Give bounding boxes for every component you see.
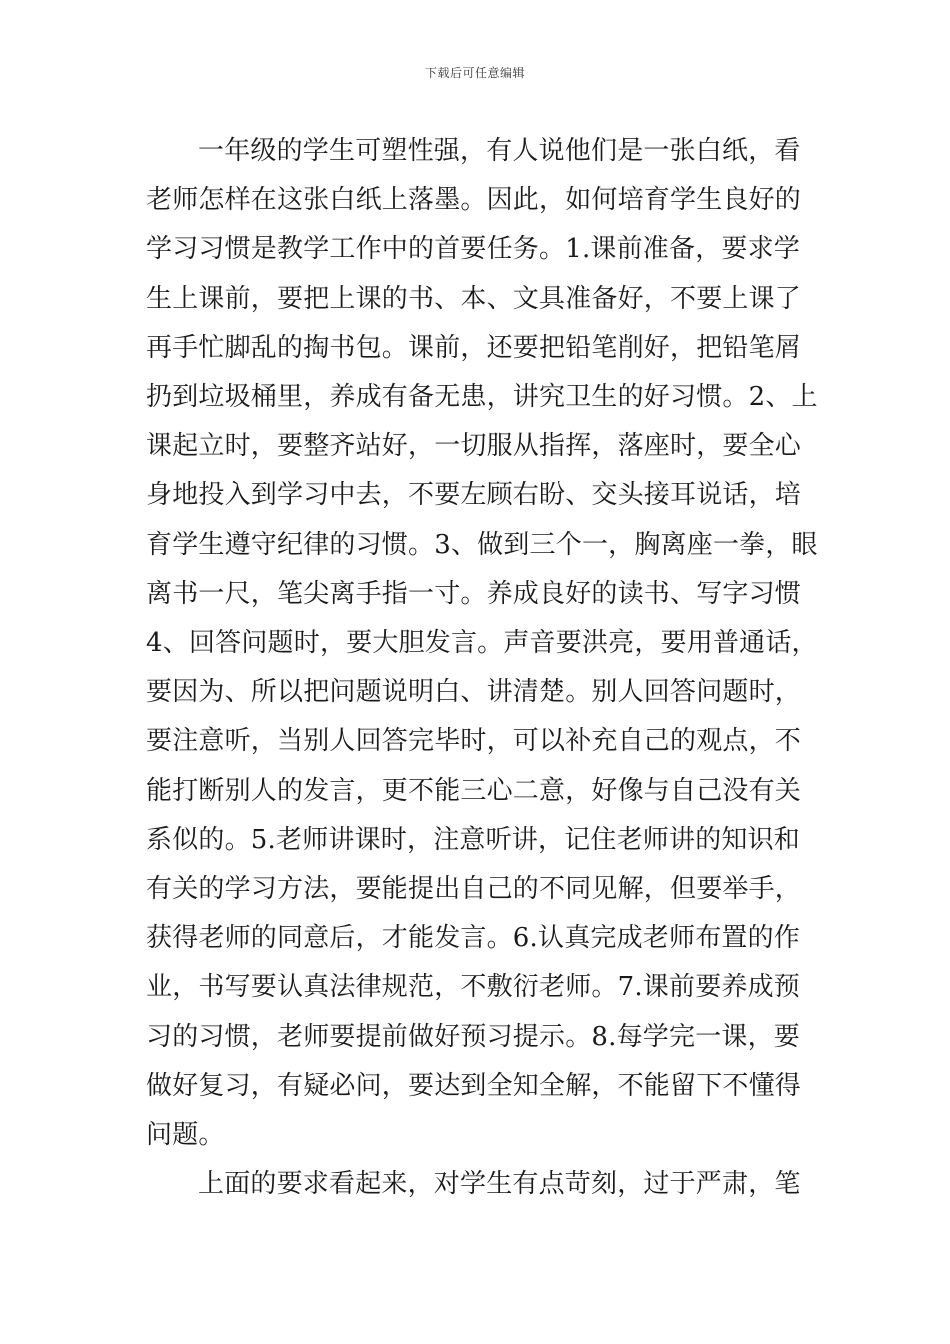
paragraph-line: 能打断别人的发言，更不能三心二意，好像与自己没有关 [146, 775, 802, 806]
paragraph-line: 做好复习，有疑必问，要达到全知全解，不能留下不懂得 [146, 1070, 802, 1101]
paragraph-line: 育学生遵守纪律的习惯。3、做到三个一，胸离座一拳，眼 [146, 529, 818, 560]
paragraph-line: 课起立时，要整齐站好，一切服从指挥，落座时，要全心 [146, 431, 802, 462]
paragraph-line: 系似的。5.老师讲课时，注意听讲，记住老师讲的知识和 [146, 824, 801, 855]
paragraph-line: 业，书写要认真法律规范，不敷衍老师。7.课前要养成预 [146, 972, 801, 1003]
paragraph-line: 获得老师的同意后，才能发言。6.认真完成老师布置的作 [146, 923, 801, 954]
paragraph-line: 一年级的学生可塑性强，有人说他们是一张白纸，看 [198, 136, 801, 166]
paragraph-line: 有关的学习方法，要能提出自己的不同见解，但要举手， [146, 874, 802, 905]
paragraph-line: 再手忙脚乱的掏书包。课前，还要把铅笔削好，把铅笔屑 [146, 332, 802, 363]
paragraph-line: 要注意听，当别人回答完毕时，可以补充自己的观点，不 [146, 726, 802, 757]
paragraph-2 [146, 1160, 810, 1209]
paragraph-line: 扔到垃圾桶里，养成有备无患，讲究卫生的好习惯。2、上 [146, 382, 818, 413]
paragraph-line: 4、回答问题时，要大胆发言。声音要洪亮，要用普通话， [146, 628, 818, 659]
paragraph-line: 离书一尺，笔尖离手指一寸。养成良好的读书、写字习惯 [146, 578, 802, 609]
document-body [146, 127, 818, 1209]
paragraph-line: 老师怎样在这张白纸上落墨。因此，如何培育学生良好的 [146, 185, 802, 216]
paragraph-line: 生上课前，要把上课的书、本、文具准备好，不要上课了 [146, 283, 802, 314]
paragraph-line: 问题。 [146, 1120, 225, 1151]
paragraph-line: 习的习惯，老师要提前做好预习提示。8.每学完一课，要 [146, 1021, 801, 1052]
paragraph-line: 身地投入到学习中去，不要左顾右盼、交头接耳说话，培 [146, 480, 802, 511]
page-header: 下载后可任意编辑 [424, 66, 525, 80]
paragraph-line: 要因为、所以把问题说明白、讲清楚。别人回答问题时， [146, 677, 802, 708]
paragraph-line: 上面的要求看起来，对学生有点苛刻，过于严肃，笔 [198, 1169, 801, 1200]
paragraph-1 [146, 127, 818, 1160]
paragraph-line: 学习习惯是教学工作中的首要任务。1.课前准备，要求学 [146, 234, 801, 265]
